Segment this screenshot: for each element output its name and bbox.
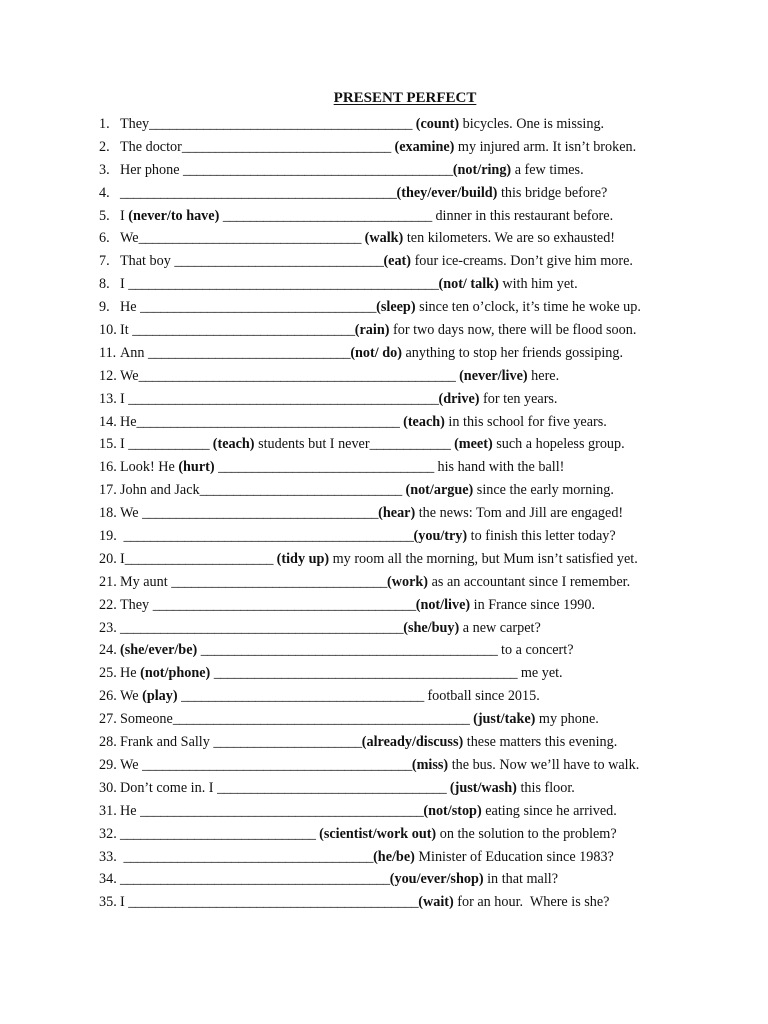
sentence-text: Frank and Sally <box>120 734 214 751</box>
sentence-text: He <box>120 413 137 430</box>
exercise-sentence <box>120 777 575 800</box>
exercise-sentence <box>120 662 563 685</box>
exercise-sentence <box>120 319 636 342</box>
exercise-sentence <box>120 891 609 914</box>
sentence-text: ten kilometers. We are so exhausted! <box>403 230 616 247</box>
exercise-number: 21. <box>99 573 117 590</box>
verb-prompt: (teach) <box>212 436 255 453</box>
sentence-text: We <box>120 505 143 522</box>
exercise-number: 24. <box>99 642 117 659</box>
exercise-item <box>0 205 768 228</box>
answer-blank: _______________________________ <box>222 207 432 224</box>
exercise-item <box>0 342 768 365</box>
answer-blank: _______________________________ <box>181 138 391 155</box>
verb-prompt: (rain) <box>354 322 390 339</box>
exercise-number: 29. <box>99 756 117 773</box>
sentence-text: Don’t come in. I <box>120 779 218 796</box>
answer-blank: ______________________________________________ <box>128 390 439 407</box>
exercise-item <box>0 731 768 754</box>
exercise-item <box>0 113 768 136</box>
verb-prompt: (she/buy) <box>403 619 460 636</box>
exercise-number: 19. <box>99 528 117 545</box>
sentence-text: He <box>120 299 141 316</box>
exercise-sentence <box>120 685 540 708</box>
exercise-number: 33. <box>99 848 117 865</box>
verb-prompt: (miss) <box>411 756 449 773</box>
exercise-sentence <box>120 800 617 823</box>
exercise-sentence <box>120 731 617 754</box>
answer-blank: _______________________________________ <box>152 596 416 613</box>
answer-blank: _____________________________ <box>120 825 316 842</box>
exercise-sentence <box>120 617 541 640</box>
exercise-sentence <box>120 433 625 456</box>
exercise-item <box>0 685 768 708</box>
verb-prompt: (not/ring) <box>452 161 512 178</box>
exercise-number: 32. <box>99 825 117 842</box>
verb-prompt: (he/be) <box>373 848 415 865</box>
exercise-item <box>0 800 768 823</box>
exercise-item <box>0 594 768 617</box>
exercise-item <box>0 159 768 182</box>
exercise-sentence <box>120 708 599 731</box>
exercise-item <box>0 227 768 250</box>
exercise-sentence <box>120 273 578 296</box>
sentence-text: bicycles. One is missing. <box>459 116 605 132</box>
answer-blank: __________________________________________ <box>120 619 404 636</box>
sentence-text: my injured arm. It isn’t broken. <box>454 138 637 155</box>
answer-blank: _________________________________________ <box>120 184 397 201</box>
sentence-text: anything to stop her friends gossiping. <box>401 344 624 361</box>
exercise-sentence <box>120 525 616 548</box>
sentence-text: The doctor <box>120 138 182 155</box>
exercise-item <box>0 639 768 662</box>
sentence-text: I <box>120 894 129 911</box>
exercise-item <box>0 891 768 914</box>
verb-prompt: (tidy up) <box>276 550 330 567</box>
exercise-sentence <box>120 342 623 365</box>
answer-blank: ____________________________________________ <box>172 711 470 728</box>
sentence-text: his hand with the ball! <box>433 459 565 476</box>
sentence-text: I <box>120 390 129 407</box>
answer-blank: ___________________________________________ <box>123 528 414 545</box>
sentence-text: four ice-creams. Don’t give him more. <box>411 253 633 270</box>
sentence-text: such a hopeless group. <box>492 436 625 453</box>
answer-blank: _________________________________ <box>132 322 355 339</box>
answer-blank: ___________________________________________ <box>128 894 419 911</box>
exercise-sentence <box>120 159 584 182</box>
exercise-item <box>0 182 768 205</box>
verb-prompt: (not/ do) <box>350 344 402 361</box>
exercise-item <box>0 365 768 388</box>
answer-blank: ________________________________ <box>218 459 434 476</box>
exercise-item <box>0 456 768 479</box>
verb-prompt: (work) <box>387 573 429 590</box>
answer-blank: ____________________________________________ <box>200 642 498 659</box>
exercise-number: 10. <box>99 322 117 339</box>
sentence-text: Ann <box>120 344 148 361</box>
exercise-number: 28. <box>99 734 117 751</box>
exercise-item <box>0 502 768 525</box>
verb-prompt: (you/ever/shop) <box>389 871 484 888</box>
exercise-sentence <box>120 548 638 571</box>
verb-prompt: (she/ever/be) <box>120 642 198 659</box>
answer-blank: __________________________________________ <box>140 802 424 819</box>
answer-blank: __________________________________ <box>217 779 447 796</box>
exercise-number: 3. <box>99 161 110 178</box>
exercise-number: 14. <box>99 413 117 430</box>
exercise-item <box>0 617 768 640</box>
verb-prompt: (not/ talk) <box>438 276 499 293</box>
answer-blank: ___________________________________ <box>140 299 377 316</box>
sentence-text: He <box>120 802 141 819</box>
verb-prompt: (count) <box>415 116 460 132</box>
answer-blank: _____________________________________ <box>123 848 374 865</box>
exercise-item <box>0 296 768 319</box>
verb-prompt: (drive) <box>438 390 480 407</box>
exercise-sentence <box>120 227 615 250</box>
sentence-text: in this school for five years. <box>444 413 607 430</box>
exercise-sentence <box>120 411 607 434</box>
sentence-text: eating since he arrived. <box>481 802 617 819</box>
exercise-number: 27. <box>99 711 117 728</box>
sentence-text: my phone. <box>535 711 599 728</box>
exercise-item <box>0 411 768 434</box>
exercise-item <box>0 479 768 502</box>
verb-prompt: (sleep) <box>376 299 416 316</box>
exercise-sentence <box>120 754 639 777</box>
answer-blank: _______________________________________ <box>149 116 413 132</box>
sentence-text: John and Jack <box>120 482 200 499</box>
exercise-number: 17. <box>99 482 117 499</box>
answer-blank: _________________________________ <box>138 230 362 247</box>
exercise-number: 4. <box>99 184 110 201</box>
exercise-item <box>0 548 768 571</box>
sentence-text: My aunt <box>120 573 172 590</box>
answer-blank: ___________________________________ <box>142 505 379 522</box>
answer-blank: _______________________________________________ <box>138 367 456 384</box>
sentence-text: That boy <box>120 253 175 270</box>
worksheet-title: PRESENT PERFECT <box>333 90 477 106</box>
sentence-text: on the solution to the problem? <box>436 825 617 842</box>
sentence-text: this floor. <box>516 779 575 796</box>
verb-prompt: (not/stop) <box>423 802 482 819</box>
exercise-number: 20. <box>99 550 117 567</box>
verb-prompt: (not/phone) <box>140 665 211 682</box>
answer-blank: ________________________________ <box>171 573 388 590</box>
exercise-number: 26. <box>99 688 117 705</box>
sentence-text: They <box>120 596 153 613</box>
sentence-text: since ten o’clock, it’s time he woke up. <box>415 299 641 316</box>
sentence-text: for an hour. Where is she? <box>453 894 610 911</box>
answer-blank: ____________________________________ <box>181 688 424 705</box>
exercise-sentence <box>120 365 559 388</box>
exercise-item <box>0 319 768 342</box>
exercise-item <box>0 273 768 296</box>
answer-blank: ______________________________________________ <box>128 276 439 293</box>
verb-prompt: (eat) <box>383 253 412 270</box>
exercise-sentence <box>120 479 614 502</box>
answer-blank: _____________________________________________ <box>213 665 518 682</box>
sentence-text: I <box>120 436 129 453</box>
exercise-number: 6. <box>99 230 110 247</box>
verb-prompt: (examine) <box>394 138 455 155</box>
sentence-text: We <box>120 688 143 705</box>
exercise-number: 12. <box>99 367 117 384</box>
exercise-sentence <box>120 823 617 846</box>
sentence-text: students but I never <box>254 436 370 453</box>
sentence-text: I <box>120 207 129 224</box>
sentence-text: They <box>120 116 150 132</box>
verb-prompt: (play) <box>142 688 178 705</box>
sentence-text: football since 2015. <box>423 688 540 705</box>
sentence-text: Minister of Education since 1983? <box>414 848 614 865</box>
verb-prompt: (scientist/work out) <box>319 825 437 842</box>
sentence-text: this bridge before? <box>497 184 608 201</box>
verb-prompt: (walk) <box>364 230 404 247</box>
answer-blank: ______________________ <box>213 734 362 751</box>
exercise-sentence <box>120 502 623 525</box>
answer-blank: _______________________________________ <box>136 413 400 430</box>
answer-blank: ____________ <box>128 436 210 453</box>
sentence-text: We <box>120 230 139 247</box>
verb-prompt: (not/argue) <box>405 482 474 499</box>
sentence-text: in that mall? <box>483 871 559 888</box>
sentence-text: the news: Tom and Jill are engaged! <box>415 505 624 522</box>
exercise-sentence <box>120 456 564 479</box>
exercise-item <box>0 846 768 869</box>
verb-prompt: (not/live) <box>415 596 471 613</box>
exercise-number: 5. <box>99 207 110 224</box>
exercise-item <box>0 571 768 594</box>
exercise-sentence <box>120 205 613 228</box>
exercise-number: 31. <box>99 802 117 819</box>
answer-blank: ________________________________________ <box>183 161 453 178</box>
sentence-text: Look! He <box>120 459 179 476</box>
answer-blank: ________________________________________ <box>142 756 412 773</box>
sentence-text: to a concert? <box>497 642 574 659</box>
sentence-text: I <box>120 276 129 293</box>
sentence-text: I <box>120 550 125 567</box>
exercise-number: 16. <box>99 459 117 476</box>
exercise-sentence <box>120 868 558 891</box>
exercise-item <box>0 777 768 800</box>
verb-prompt: (never/live) <box>459 367 528 384</box>
exercise-item <box>0 868 768 891</box>
exercise-item <box>0 754 768 777</box>
verb-prompt: (wait) <box>418 894 454 911</box>
exercise-item <box>0 823 768 846</box>
exercise-item <box>0 708 768 731</box>
exercise-item <box>0 433 768 456</box>
sentence-text: We <box>120 756 143 773</box>
verb-prompt: (teach) <box>403 413 445 430</box>
sentence-text: since the early morning. <box>473 482 614 499</box>
verb-prompt: (you/try) <box>413 528 468 545</box>
exercise-sentence <box>120 136 636 159</box>
exercise-number: 35. <box>99 894 117 911</box>
sentence-text: as an accountant since I remember. <box>428 573 631 590</box>
exercise-number: 11. <box>99 344 117 361</box>
exercise-item <box>0 388 768 411</box>
exercise-number: 22. <box>99 596 117 613</box>
sentence-text: my room all the morning, but Mum isn’t satisfied yet. <box>329 550 638 567</box>
exercise-sentence <box>120 388 557 411</box>
answer-blank: ______________________________ <box>199 482 402 499</box>
sentence-text: We <box>120 367 139 384</box>
verb-prompt: (just/wash) <box>449 779 517 796</box>
exercise-sentence <box>120 846 614 869</box>
sentence-text: for two days now, there will be flood soon. <box>389 322 637 339</box>
exercise-item <box>0 136 768 159</box>
sentence-text: here. <box>527 367 560 384</box>
exercise-number: 15. <box>99 436 117 453</box>
sentence-text: in France since 1990. <box>470 596 595 613</box>
exercise-number: 23. <box>99 619 117 636</box>
sentence-text: He <box>120 665 141 682</box>
exercise-number: 7. <box>99 253 110 270</box>
sentence-text: Her phone <box>120 161 184 178</box>
sentence-text: me yet. <box>517 665 563 682</box>
verb-prompt: (they/ever/build) <box>396 184 498 201</box>
exercise-item <box>0 525 768 548</box>
sentence-text: with him yet. <box>498 276 578 293</box>
exercise-number: 18. <box>99 505 117 522</box>
verb-prompt: (never/to have) <box>128 207 220 224</box>
exercise-sentence <box>120 639 574 662</box>
exercise-sentence <box>120 113 604 136</box>
sentence-text: Someone <box>120 711 173 728</box>
exercise-sentence <box>120 571 630 594</box>
verb-prompt: (hear) <box>378 505 416 522</box>
sentence-text: to finish this letter today? <box>467 528 616 545</box>
exercise-list <box>0 113 768 914</box>
exercise-number: 25. <box>99 665 117 682</box>
exercise-number: 13. <box>99 390 117 407</box>
exercise-item <box>0 250 768 273</box>
answer-blank: ______________________________ <box>147 344 351 361</box>
verb-prompt: (meet) <box>454 436 493 453</box>
sentence-text: these matters this evening. <box>463 734 618 751</box>
answer-blank: ________________________________________ <box>120 871 390 888</box>
exercise-number: 8. <box>99 276 110 293</box>
exercise-sentence <box>120 296 641 319</box>
sentence-text: a new carpet? <box>459 619 541 636</box>
answer-blank: _______________________________ <box>174 253 384 270</box>
sentence-text: a few times. <box>511 161 584 178</box>
exercise-number: 30. <box>99 779 117 796</box>
sentence-text: for ten years. <box>479 390 558 407</box>
verb-prompt: (hurt) <box>178 459 215 476</box>
exercise-number: 2. <box>99 138 110 155</box>
sentence-text: It <box>120 322 133 339</box>
answer-blank: ______________________ <box>124 550 274 567</box>
exercise-sentence <box>120 594 595 617</box>
verb-prompt: (already/discuss) <box>361 734 464 751</box>
exercise-item <box>0 662 768 685</box>
verb-prompt: (just/take) <box>473 711 536 728</box>
exercise-number: 1. <box>99 116 110 132</box>
sentence-text: the bus. Now we’ll have to walk. <box>448 756 640 773</box>
answer-blank: ____________ <box>369 436 451 453</box>
exercise-number: 34. <box>99 871 117 888</box>
sentence-text: dinner in this restaurant before. <box>431 207 614 224</box>
exercise-sentence <box>120 250 633 273</box>
exercise-number: 9. <box>99 299 110 316</box>
exercise-sentence <box>120 182 607 205</box>
